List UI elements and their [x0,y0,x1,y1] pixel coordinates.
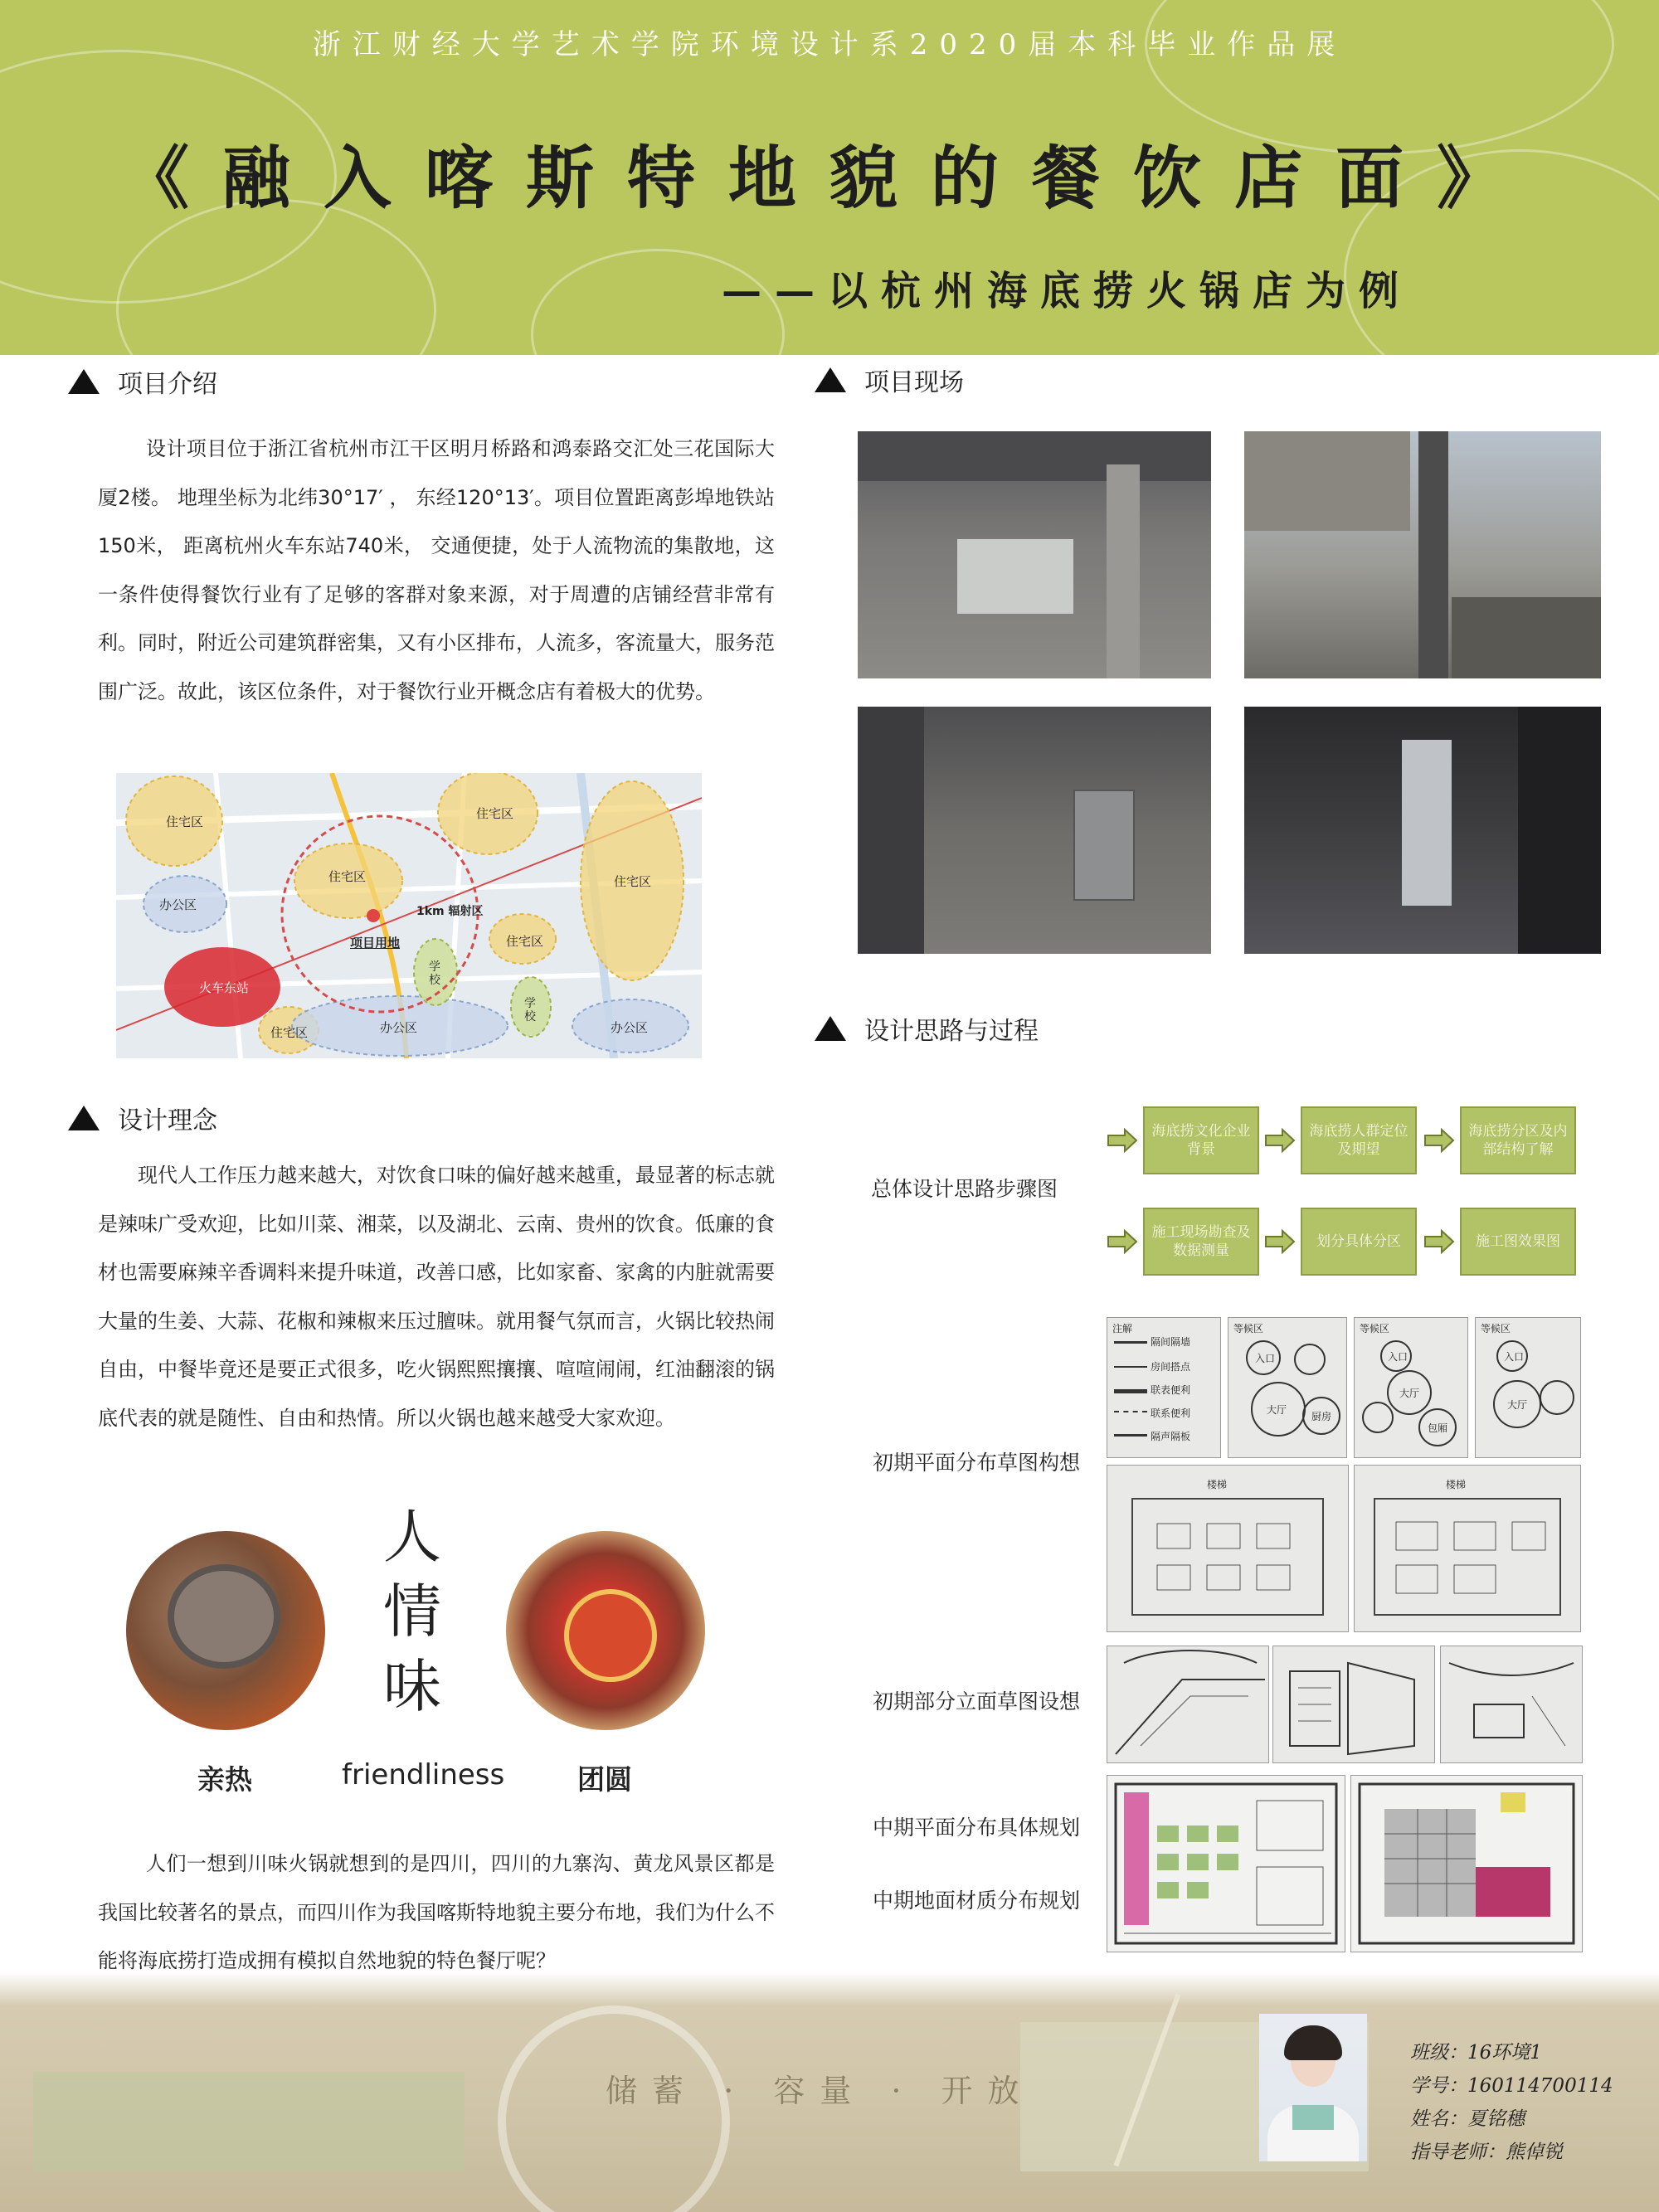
info-student-id: 学号：160114700114 [1410,2075,1613,2097]
map-zone-label: 办公区 [611,1020,649,1035]
info-name: 姓名：夏铭穗 [1410,2108,1525,2130]
info-advisor: 指导老师：熊倬锐 [1410,2142,1563,2163]
site-photo-2 [1244,431,1601,678]
elevation-sketch [1272,1646,1435,1763]
hotpot-photo-circle [126,1531,325,1730]
big-char: 味 [383,1652,441,1720]
bubble-label: 入口 [1255,1353,1276,1364]
elevation-sketch [1107,1646,1269,1763]
triangle-icon [68,369,100,394]
site-photo-1 [858,431,1211,678]
section-concept-title: 设计理念 [118,1106,217,1135]
section-site-heading [815,362,964,398]
label-mid-plan: 中期平面分布具体规划 [873,1816,1081,1840]
bubble-sketch [1228,1317,1347,1458]
flow-step: 施工现场勘查及数据测量 [1143,1208,1259,1276]
map-zone-label: 住宅区 [270,1025,309,1040]
section-process-heading [815,1010,1039,1047]
section-concept-heading [68,1100,217,1136]
bubble-label: 大厅 [1507,1399,1528,1411]
flow-step: 海底捞文化企业背景 [1143,1106,1259,1174]
map-zone-label: 住宅区 [476,806,514,821]
label-flow-diagram: 总体设计思路步骤图 [871,1177,1058,1201]
plan-note: 楼梯 [1207,1479,1228,1490]
map-zone-label: 办公区 [380,1020,418,1035]
flow-arrow-icon [1264,1128,1296,1153]
flow-step: 划分具体分区 [1301,1208,1417,1276]
location-map [116,773,702,1058]
flow-step: 海底捞人群定位及期望 [1301,1106,1417,1174]
caption-reunion: 团圆 [577,1763,632,1796]
bubble-label: 入口 [1504,1351,1525,1363]
map-site-label: 项目用地 [350,936,401,950]
flow-arrow-icon [1423,1229,1455,1254]
big-char: 人 [383,1503,441,1571]
plan-sketch [1107,1465,1349,1632]
mid-material-drawing [1350,1775,1583,1952]
section-process-title: 设计思路与过程 [864,1017,1039,1046]
bubble-label: 包厢 [1428,1422,1448,1434]
bubble-label: 等候区 [1360,1323,1390,1334]
label-mid-material: 中期地面材质分布规划 [873,1889,1081,1913]
big-char: 情 [383,1578,441,1646]
caption-intimate: 亲热 [197,1763,252,1796]
legend-line: 隔间隔墙 [1151,1336,1191,1348]
concept-paragraph-2: 人们一想到川味火锅就想到的是四川，四川的九寨沟、黄龙风景区都是我国比较著名的景点，而四川作为我国喀斯特地貌主要分布地，我们为什么不能将海底捞打造成拥有模拟自然地貌的特色餐厅呢？ [98,1852,775,1972]
footer-motto: 储蓄 · 容量 · 开放 [606,2073,1034,2109]
student-photo [1259,2014,1367,2161]
label-early-elevation: 初期部分立面草图设想 [873,1689,1081,1714]
site-photo-3 [858,707,1211,954]
map-zone-label: 住宅区 [166,814,204,829]
section-intro-title: 项目介绍 [118,370,217,399]
map-zone-label: 住宅区 [506,934,544,949]
triangle-icon [68,1106,100,1130]
map-zone-label: 住宅区 [328,869,367,884]
bubble-label: 等候区 [1481,1323,1511,1334]
legend-line: 联系便利 [1151,1407,1191,1419]
site-photo-4 [1244,707,1601,954]
bubble-label: 大厅 [1399,1388,1420,1399]
bubble-sketch [1354,1317,1468,1458]
map-school-label: 学 校 [524,997,536,1023]
map-station-label: 火车东站 [199,980,250,995]
legend-line: 房间搭点 [1151,1361,1191,1373]
intro-paragraph: 设计项目位于浙江省杭州市江干区明月桥路和鸿泰路交汇处三花国际大厦2楼。 地理坐标为北纬30°17′ ， 东经120°13′。项目位置距离彭埠地铁站150米， 距离杭州火车东站740米， 交通便捷，处于人流物流的集散地，这一条件使得餐饮行业有了足够的客群对象来源，对于周遭的店铺经营非常有利。同时，附近公司建筑群密集，又有小区排布，人流多，客流量大，服务范围广泛。故此，该区位条件，对于餐饮行业开概念店有着极大的优势。 [98,437,775,703]
flow-step: 施工图效果图 [1460,1208,1576,1276]
triangle-icon [815,367,846,392]
flow-step: 海底捞分区及内部结构了解 [1460,1106,1576,1174]
map-zone-label: 办公区 [159,897,197,912]
bubble-label: 大厅 [1267,1404,1287,1416]
bubble-label: 入口 [1388,1351,1408,1363]
flow-arrow-icon [1107,1229,1138,1254]
poster-title: 《融入喀斯特地貌的餐饮店面》 [120,139,1538,218]
map-school-label: 学 校 [429,960,440,987]
plan-note: 楼梯 [1446,1479,1467,1490]
concept-paragraph-1: 现代人工作压力越来越大，对饮食口味的偏好越来越重，最显著的标志就是辣味广受欢迎，比如川菜、湘菜，以及湖北、云南、贵州的饮食。低廉的食材也需要麻辣辛香调料来提升味道，改善口感，比如家畜、家禽的内脏就需要大量的生姜、大蒜、花椒和辣椒来压过膻味。就用餐气氛而言，火锅比较热闹自由，中餐毕竟还是要正式很多，吃火锅熙熙攘攘、喧喧闹闹，红油翻滚的锅底代表的就是随性、自由和热情。所以火锅也越来越受大家欢迎。 [98,1164,775,1430]
school-line: 浙江财经大学艺术学院环境设计系2020届本科毕业作品展 [312,28,1347,61]
plan-sketch [1354,1465,1581,1632]
section-site-title: 项目现场 [864,368,964,397]
map-zone-label: 住宅区 [614,874,652,889]
bubble-label: 等候区 [1233,1323,1264,1334]
poster-subtitle: ——以杭州海底捞火锅店为例 [722,268,1413,314]
legend-line: 隔声隔板 [1151,1431,1191,1442]
flow-arrow-icon [1107,1128,1138,1153]
legend-title: 注解 [1112,1323,1133,1334]
elevation-sketch [1440,1646,1583,1763]
flow-arrow-icon [1264,1229,1296,1254]
map-graphic [116,773,702,1058]
bubble-label: 厨房 [1311,1411,1332,1422]
reunion-illustration-circle [506,1531,705,1730]
triangle-icon [815,1016,846,1041]
mid-plan-drawing [1107,1775,1345,1952]
bubble-sketch [1475,1317,1581,1458]
info-class: 班级：16环境1 [1410,2042,1542,2064]
legend-sketch [1107,1317,1221,1458]
flow-arrow-icon [1423,1128,1455,1153]
caption-friendliness: friendliness [342,1758,505,1791]
legend-line: 联表便利 [1151,1384,1191,1396]
map-radius-label: 1km 辐射区 [416,905,484,918]
label-early-plan: 初期平面分布草图构想 [873,1451,1081,1475]
section-intro-heading [68,363,217,400]
